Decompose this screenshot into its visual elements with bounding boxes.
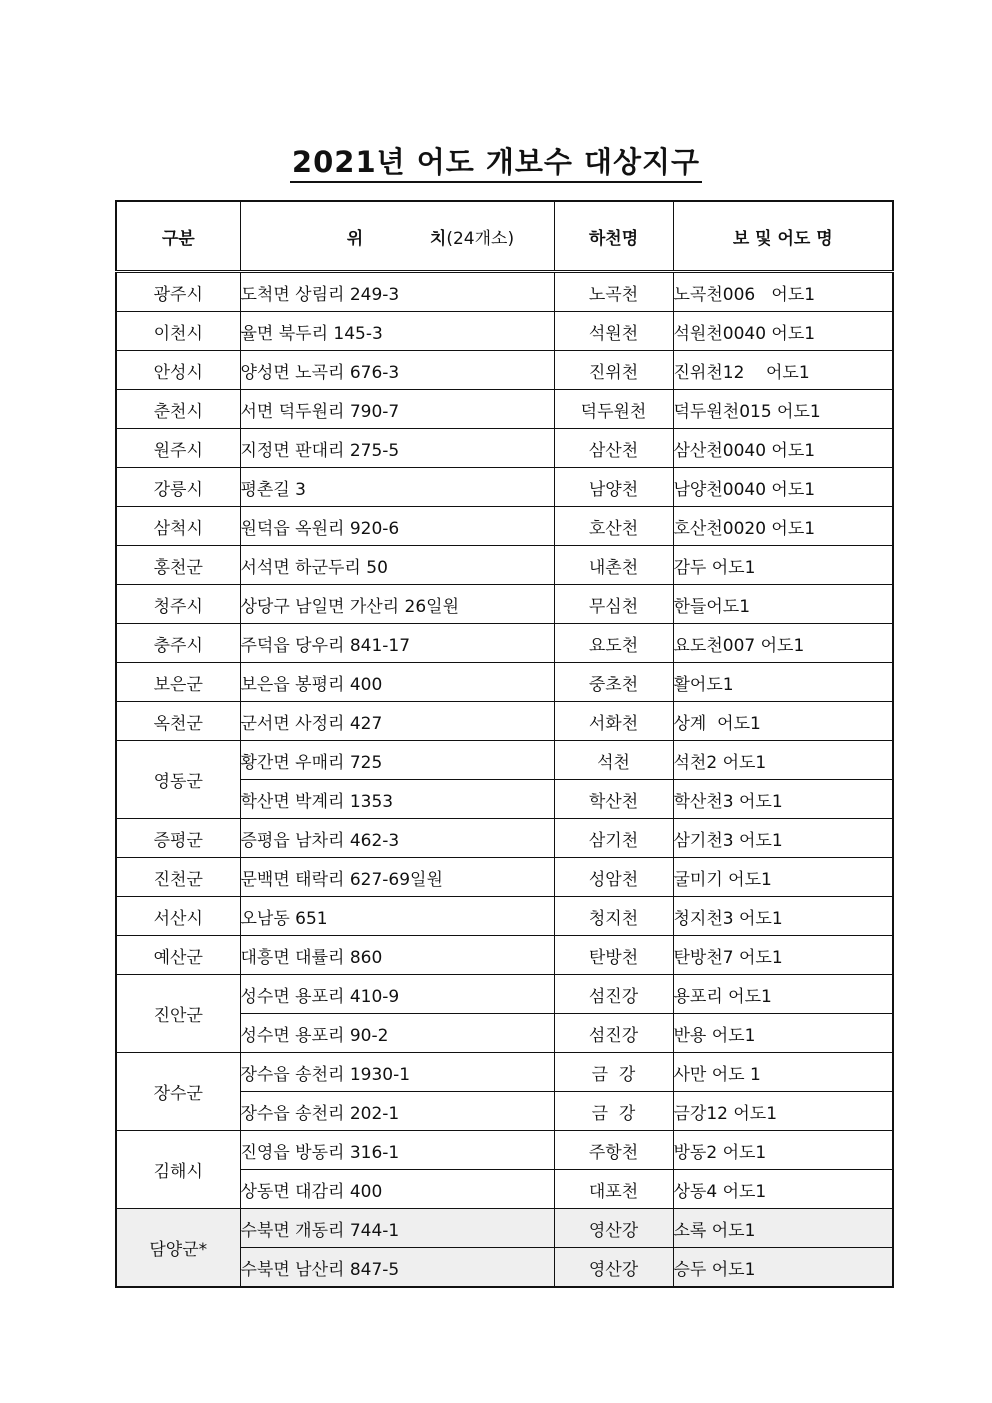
table-row — [116, 858, 893, 897]
location-cell: 율면 북두리 145-3 — [240, 312, 554, 351]
region-cell: 안성시 — [116, 351, 240, 390]
fishway-cell: 덕두원천015 어도1 — [673, 390, 893, 429]
location-cell: 서석면 하군두리 50 — [240, 546, 554, 585]
region-cell: 강릉시 — [116, 468, 240, 507]
header-location-count: (24개소) — [446, 228, 515, 249]
fishway-cell: 굴미기 어도1 — [673, 858, 893, 897]
river-cell: 주항천 — [554, 1131, 673, 1170]
river-cell: 탄방천 — [554, 936, 673, 975]
fishway-cell: 상계 어도1 — [673, 702, 893, 741]
fishway-cell: 삼산천0040 어도1 — [673, 429, 893, 468]
location-cell: 도척면 상림리 249-3 — [240, 272, 554, 312]
region-cell: 청주시 — [116, 585, 240, 624]
river-cell: 섬진강 — [554, 1014, 673, 1053]
table-row — [116, 624, 893, 663]
table-row — [116, 351, 893, 390]
river-cell: 학산천 — [554, 780, 673, 819]
table-row — [116, 468, 893, 507]
fishway-cell: 활어도1 — [673, 663, 893, 702]
region-cell: 보은군 — [116, 663, 240, 702]
header-fishway: 보 및 어도 명 — [673, 201, 893, 272]
table-row — [116, 819, 893, 858]
fishway-cell: 진위천12 어도1 — [673, 351, 893, 390]
table-row — [116, 897, 893, 936]
table-row — [116, 429, 893, 468]
location-cell: 주덕읍 당우리 841-17 — [240, 624, 554, 663]
page-title: 2021년 어도 개보수 대상지구 — [290, 145, 702, 183]
river-cell: 성암천 — [554, 858, 673, 897]
header-location — [240, 201, 554, 272]
fishway-cell: 용포리 어도1 — [673, 975, 893, 1014]
river-cell: 영산강 — [554, 1248, 673, 1288]
river-cell: 노곡천 — [554, 272, 673, 312]
fishway-cell: 호산천0020 어도1 — [673, 507, 893, 546]
table-row — [116, 585, 893, 624]
location-cell: 양성면 노곡리 676-3 — [240, 351, 554, 390]
location-cell: 지정면 판대리 275-5 — [240, 429, 554, 468]
location-cell: 군서면 사정리 427 — [240, 702, 554, 741]
table-row — [116, 546, 893, 585]
location-cell: 문백면 태락리 627-69일원 — [240, 858, 554, 897]
fishway-cell: 방동2 어도1 — [673, 1131, 893, 1170]
location-cell: 증평읍 남차리 462-3 — [240, 819, 554, 858]
table-row — [116, 272, 893, 312]
fishway-cell: 탄방천7 어도1 — [673, 936, 893, 975]
river-cell: 요도천 — [554, 624, 673, 663]
table-row — [116, 507, 893, 546]
region-cell: 광주시 — [116, 272, 240, 312]
fishway-cell: 반용 어도1 — [673, 1014, 893, 1053]
header-location-char-1: 위 — [346, 228, 364, 249]
fishway-cell: 남양천0040 어도1 — [673, 468, 893, 507]
river-cell: 청지천 — [554, 897, 673, 936]
location-cell: 상당구 남일면 가산리 26일원 — [240, 585, 554, 624]
fishway-cell: 노곡천006 어도1 — [673, 272, 893, 312]
river-cell: 석원천 — [554, 312, 673, 351]
table-header-row — [116, 201, 893, 272]
table-row — [116, 312, 893, 351]
region-cell: 장수군 — [116, 1053, 240, 1131]
region-cell: 영동군 — [116, 741, 240, 819]
river-cell: 삼기천 — [554, 819, 673, 858]
region-cell: 원주시 — [116, 429, 240, 468]
river-cell: 무심천 — [554, 585, 673, 624]
fishway-cell: 사만 어도 1 — [673, 1053, 893, 1092]
region-cell: 담양군* — [116, 1209, 240, 1288]
region-cell: 예산군 — [116, 936, 240, 975]
table-row — [116, 702, 893, 741]
region-cell: 충주시 — [116, 624, 240, 663]
fishway-cell: 금강12 어도1 — [673, 1092, 893, 1131]
fishway-cell: 학산천3 어도1 — [673, 780, 893, 819]
river-cell: 덕두원천 — [554, 390, 673, 429]
region-cell: 증평군 — [116, 819, 240, 858]
location-cell: 수북면 남산리 847-5 — [240, 1248, 554, 1288]
location-cell: 장수읍 송천리 1930-1 — [240, 1053, 554, 1092]
river-cell: 서화천 — [554, 702, 673, 741]
table-row — [116, 1053, 893, 1092]
river-cell: 금 강 — [554, 1053, 673, 1092]
location-cell: 평촌길 3 — [240, 468, 554, 507]
region-cell: 이천시 — [116, 312, 240, 351]
fishway-cell: 소록 어도1 — [673, 1209, 893, 1248]
location-cell: 오남동 651 — [240, 897, 554, 936]
location-cell: 원덕읍 옥원리 920-6 — [240, 507, 554, 546]
location-cell: 성수면 용포리 90-2 — [240, 1014, 554, 1053]
river-cell: 삼산천 — [554, 429, 673, 468]
location-cell: 성수면 용포리 410-9 — [240, 975, 554, 1014]
target-sites-table — [115, 200, 894, 1288]
location-cell: 수북면 개동리 744-1 — [240, 1209, 554, 1248]
header-river: 하천명 — [554, 201, 673, 272]
page-title-wrap — [0, 140, 992, 181]
river-cell: 섬진강 — [554, 975, 673, 1014]
table-row — [116, 1209, 893, 1248]
river-cell: 영산강 — [554, 1209, 673, 1248]
location-cell: 상동면 대감리 400 — [240, 1170, 554, 1209]
river-cell: 호산천 — [554, 507, 673, 546]
fishway-cell: 석천2 어도1 — [673, 741, 893, 780]
table-body — [116, 272, 893, 1288]
table-row — [116, 390, 893, 429]
location-cell: 보은읍 봉평리 400 — [240, 663, 554, 702]
fishway-cell: 요도천007 어도1 — [673, 624, 893, 663]
fishway-cell: 청지천3 어도1 — [673, 897, 893, 936]
region-cell: 홍천군 — [116, 546, 240, 585]
fishway-cell: 한들어도1 — [673, 585, 893, 624]
river-cell: 금 강 — [554, 1092, 673, 1131]
fishway-cell: 상동4 어도1 — [673, 1170, 893, 1209]
table-row — [116, 663, 893, 702]
fishway-cell: 승두 어도1 — [673, 1248, 893, 1288]
header-region: 구분 — [116, 201, 240, 272]
table-row — [116, 975, 893, 1014]
region-cell: 춘천시 — [116, 390, 240, 429]
region-cell: 김해시 — [116, 1131, 240, 1209]
region-cell: 옥천군 — [116, 702, 240, 741]
river-cell: 내촌천 — [554, 546, 673, 585]
river-cell: 진위천 — [554, 351, 673, 390]
river-cell: 남양천 — [554, 468, 673, 507]
location-cell: 대흥면 대률리 860 — [240, 936, 554, 975]
location-cell: 진영읍 방동리 316-1 — [240, 1131, 554, 1170]
header-location-char-2: 치 — [429, 228, 447, 249]
fishway-cell: 삼기천3 어도1 — [673, 819, 893, 858]
region-cell: 서산시 — [116, 897, 240, 936]
region-cell: 진천군 — [116, 858, 240, 897]
river-cell: 중초천 — [554, 663, 673, 702]
location-cell: 학산면 박계리 1353 — [240, 780, 554, 819]
table-row — [116, 741, 893, 780]
location-cell: 황간면 우매리 725 — [240, 741, 554, 780]
fishway-cell: 감두 어도1 — [673, 546, 893, 585]
location-cell: 서면 덕두원리 790-7 — [240, 390, 554, 429]
table-row — [116, 1131, 893, 1170]
region-cell: 삼척시 — [116, 507, 240, 546]
location-cell: 장수읍 송천리 202-1 — [240, 1092, 554, 1131]
river-cell: 대포천 — [554, 1170, 673, 1209]
river-cell: 석천 — [554, 741, 673, 780]
fishway-cell: 석원천0040 어도1 — [673, 312, 893, 351]
table-row — [116, 936, 893, 975]
region-cell: 진안군 — [116, 975, 240, 1053]
